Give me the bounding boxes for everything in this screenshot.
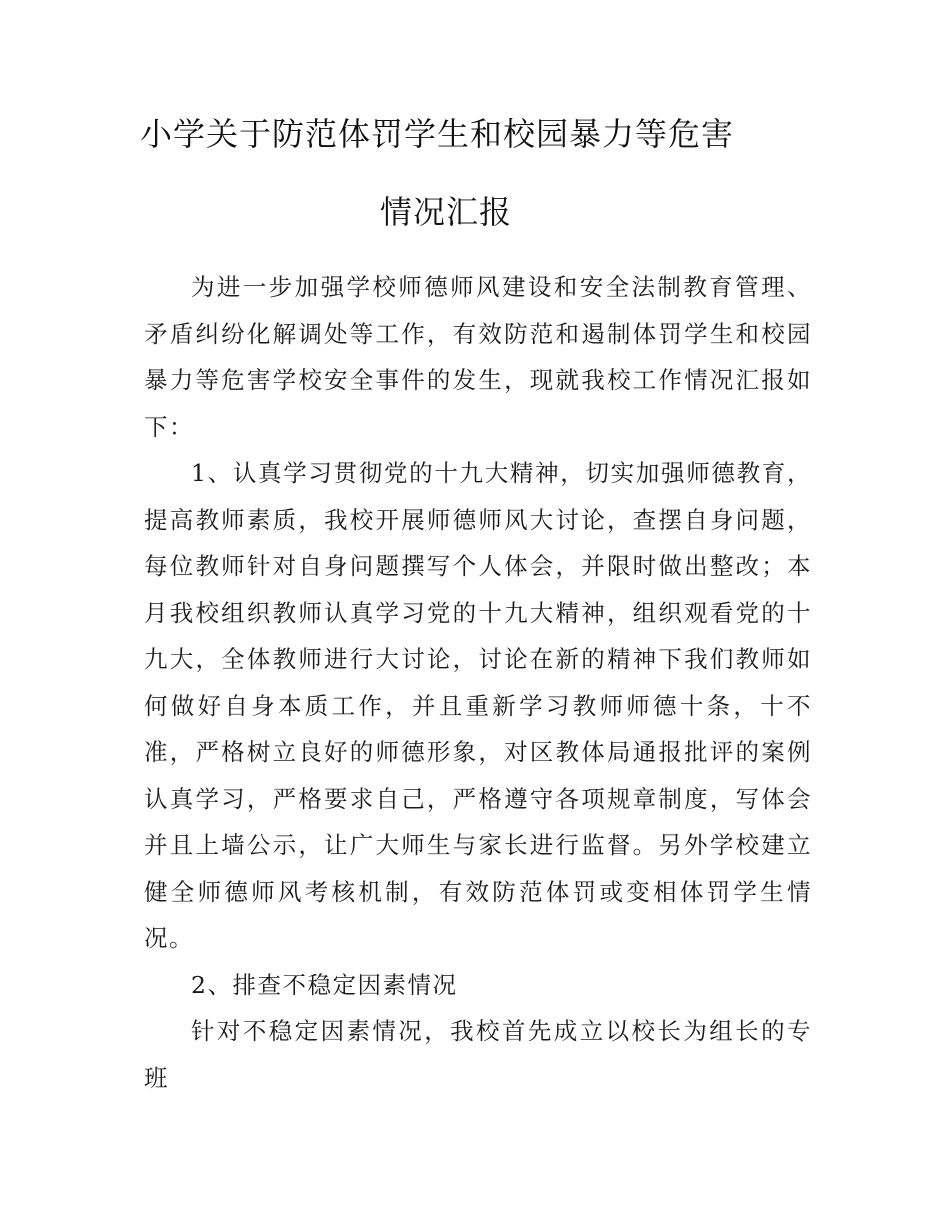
paragraph-intro: 为进一步加强学校师德师风建设和安全法制教育管理、矛盾纠纷化解调处等工作，有效防范和遏制体罚学生和校园暴力等危害学校安全事件的发生，现就我校工作情况汇报如下： <box>144 273 812 441</box>
paragraph-section-1: 1、认真学习贯彻党的十九大精神，切实加强师德教育，提高教师素质，我校开展师德师风大讨论，查摆自身问题，每位教师针对自身问题撰写个人体会，并限时做出整改；本月我校组织教师认真学习党的十九大精神，组织观看党的十九大，全体教师进行大讨论，讨论在新的精神下我们教师如何做好自身本质工作，并且重新学习教师师德十条，十不准，严格树立良好的师德形象，对区教体局通报批评的案例认真学习，严格要求自己，严格遵守各项规章制度，写体会并且上墙公示，让广大师生与家长进行监督。另外学校建立健全师德师风考核机制，有效防范体罚或变相体罚学生情况。 <box>144 459 812 952</box>
document-title-line-2: 情况汇报 <box>380 193 513 231</box>
document-body <box>144 264 812 1101</box>
paragraph-section-2-body: 针对不稳定因素情况，我校首先成立以校长为组长的专班 <box>144 1017 812 1092</box>
document-title-line-1: 小学关于防范体罚学生和校园暴力等危害 <box>140 115 735 153</box>
paragraph-section-2-heading: 2、排查不稳定因素情况 <box>191 970 458 999</box>
